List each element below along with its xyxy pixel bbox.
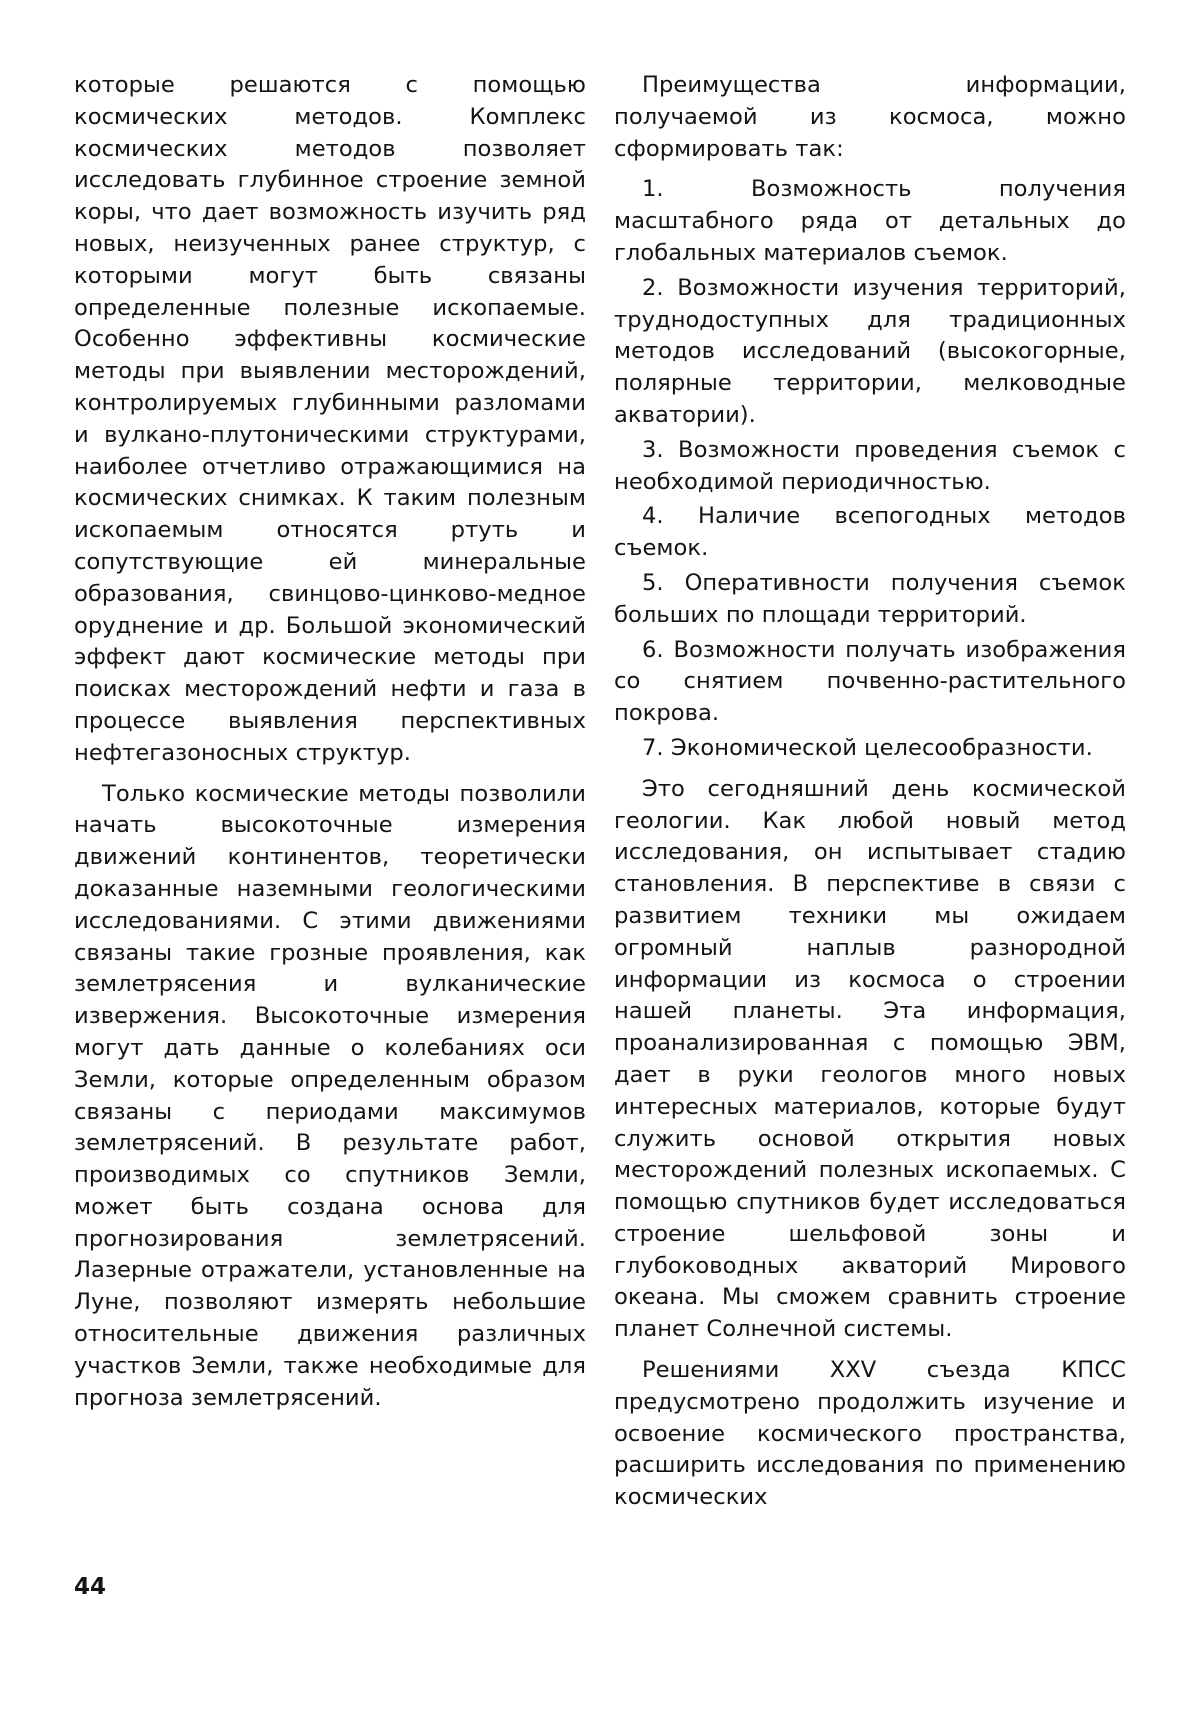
- advantages-list: [614, 174, 1126, 764]
- left-paragraph-2: Только космические методы позволили начать высокоточные измерения движений континентов, теоретически доказанные наземными геологическими исследованиями. С этими движениями связаны такие грозные проявления, как землетрясения и вулканические извержения. Высокоточные измерения могут дать данные о колебаниях оси Земли, которые определенным образом связаны с периодами максимумов землетрясений. В результате работ, производимых со спутников Земли, может быть создана основа для прогнозирования землетрясений. Лазерные отражатели, установленные на Луне, позволяют измерять небольшие относительные движения различных участков Земли, также необходимые для прогноза землетрясений.: [74, 780, 586, 1411]
- right-column: [614, 70, 1126, 1523]
- list-item: 3. Возможности проведения съемок с необходимой периодичностью.: [614, 436, 1126, 495]
- list-item: 2. Возможности изучения территорий, труднодоступных для традиционных методов исследований (высокогорные, полярные территории, мелководные акватории).: [614, 274, 1126, 428]
- list-item: 1. Возможность получения масштабного ряда от детальных до глобальных материалов съемок.: [614, 176, 1126, 266]
- list-item: 4. Наличие всепогодных методов съемок.: [614, 503, 1126, 562]
- list-item: 7. Экономической целесообразности.: [642, 734, 1093, 761]
- list-item: 6. Возможности получать изображения со снятием почвенно-растительного покрова.: [614, 636, 1126, 727]
- right-intro-paragraph: Преимущества информации, получаемой из космоса, можно сформировать так:: [614, 72, 1126, 162]
- page-number: 44: [74, 1574, 107, 1600]
- right-paragraph-2: Решениями XXV съезда КПСС предусмотрено продолжить изучение и освоение космического пространства, расширить исследования по применению космических: [614, 1357, 1126, 1511]
- list-item: 5. Оперативности получения съемок больших по площади территорий.: [614, 569, 1126, 628]
- left-column: [74, 70, 586, 1423]
- left-paragraph-1: которые решаются с помощью космических методов. Комплекс космических методов позволяет исследовать глубинное строение земной коры, что дает возможность изучить ряд новых, неизученных ранее структур, с которыми могут быть связаны определенные полезные ископаемые. Особенно эффективны космические методы при выявлении месторождений, контролируемых глубинными разломами и вулкано-плутоническими структурами, наиболее отчетливо отражающимися на космических снимках. К таким полезным ископаемым относятся ртуть и сопутствующие ей минеральные образования, свинцово-цинково-медное оруднение и др. Большой экономический эффект дают космические методы при поисках месторождений нефти и газа в процессе выявления перспективных нефтегазоносных структур.: [74, 72, 586, 766]
- right-paragraph-1: Это сегодняшний день космической геологии. Как любой новый метод исследования, он испытывает стадию становления. В перспективе в связи с развитием техники мы ожидаем огромный наплыв разнородной информации из космоса о строении нашей планеты. Эта информация, проанализированная с помощью ЭВМ, дает в руки геологов много новых интересных материалов, которые будут служить основой открытия новых месторождений полезных ископаемых. С помощью спутников будет исследоваться строение шельфовой зоны и глубоководных акваторий Мирового океана. Мы сможем сравнить строение планет Солнечной системы.: [614, 775, 1126, 1343]
